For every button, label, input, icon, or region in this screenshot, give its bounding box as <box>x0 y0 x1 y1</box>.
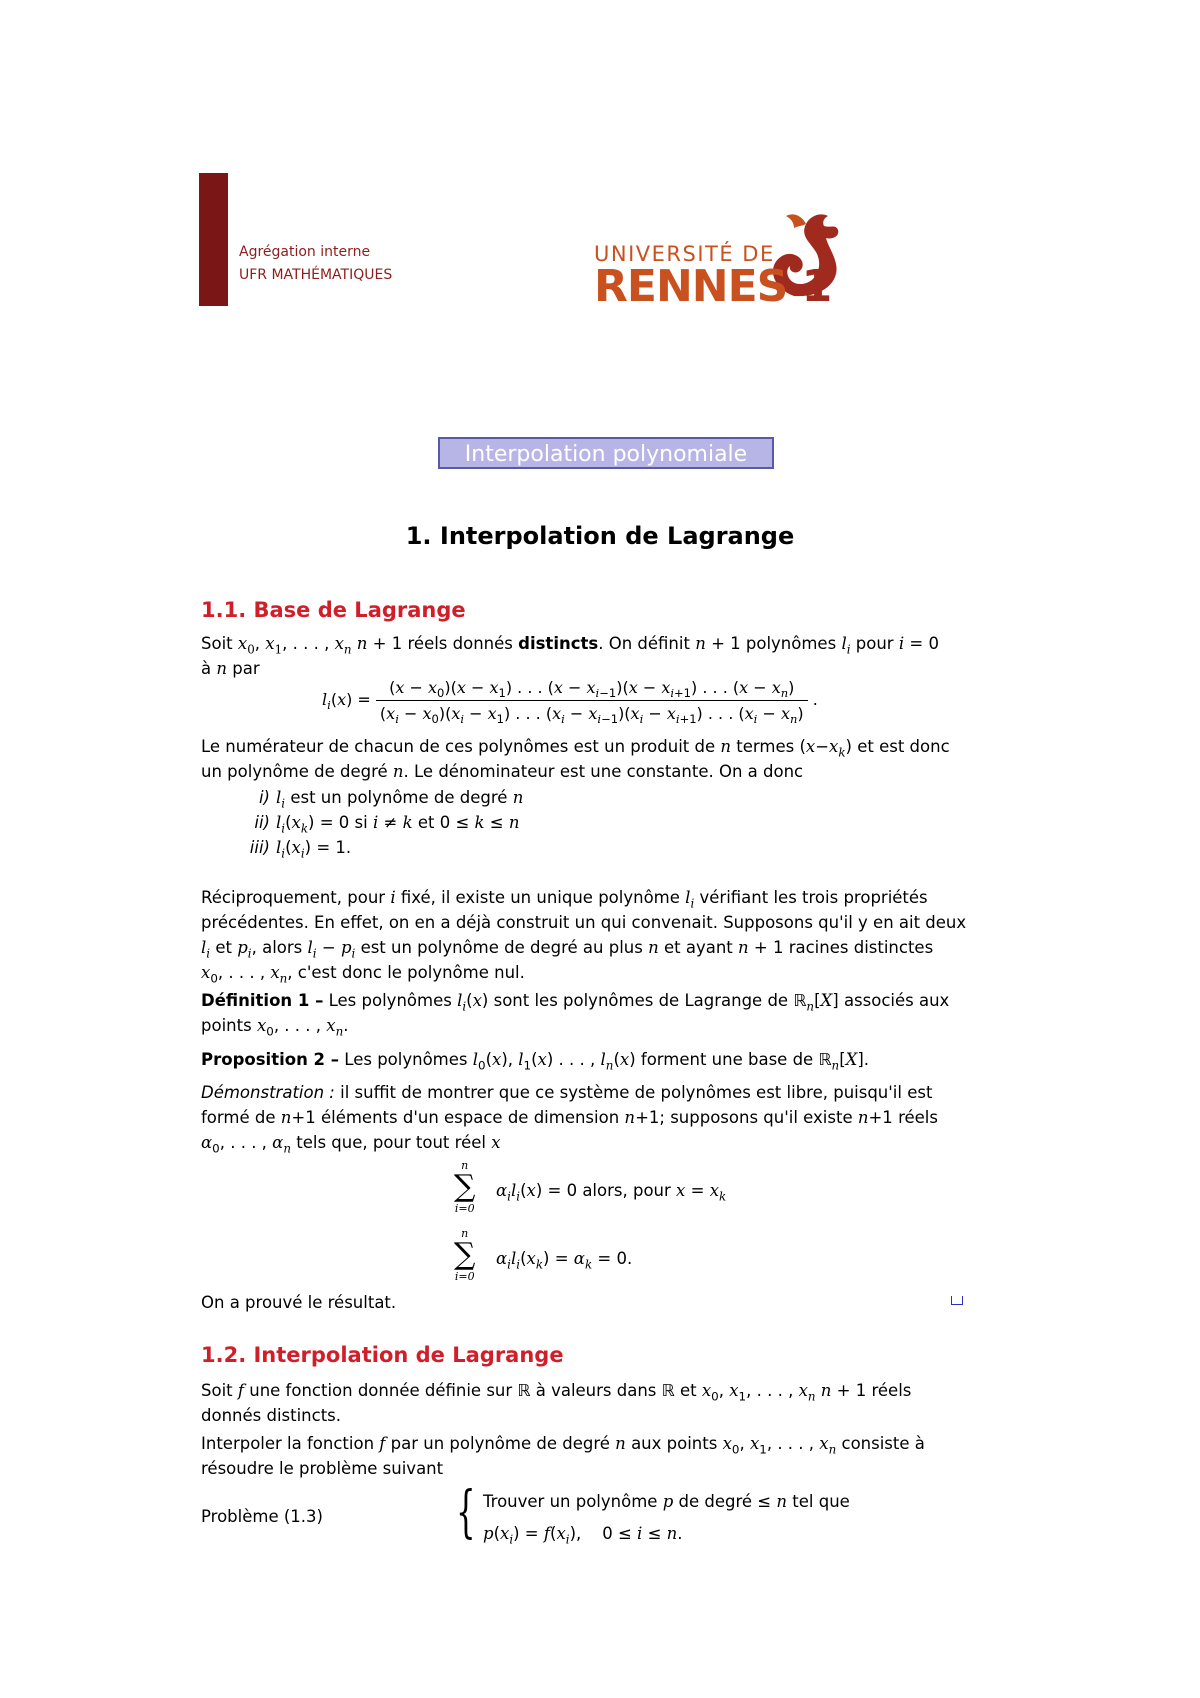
subsection-heading-base: 1.1. Base de Lagrange <box>201 598 466 622</box>
logo-text-rennes: RENNES 1 <box>594 261 832 312</box>
paragraph-deux-polynomes: $l_i$ et $p_i$, alors $l_i - p_i$ est un polynôme de degré au plus n et ayant n + 1 racines distinctes <box>201 938 934 961</box>
list-item: iii) $l_i(x_i) = 1$. <box>249 838 352 861</box>
paragraph-reciproquement: Réciproquement, pour i fixé, il existe un unique polynôme $l_i$ vérifiant les trois propriétés <box>201 888 928 911</box>
property-list <box>236 785 523 860</box>
definition-1: Définition 1 – Les polynômes $l_i(x)$ sont les polynômes de Lagrange de ℝ$_n$[X] associés aux <box>201 991 950 1014</box>
demonstration: Démonstration : il suffit de montrer que ce système de polynômes est libre, puisqu'il est <box>201 1083 933 1102</box>
document-title: Interpolation polynomiale <box>438 437 774 469</box>
paragraph-poly-deg: un polynôme de degré n. Le dénominateur est une constante. On a donc <box>201 762 804 781</box>
sum-symbol-2: n ∑ i=0 <box>454 1227 476 1283</box>
probleme-label: Problème (1.3) <box>201 1507 323 1526</box>
paragraph-fonction: Soit f une fonction donnée définie sur ℝ à valeurs dans ℝ et $x_0$, $x_1$, . . . , $x_n$ n + 1 réels <box>201 1381 912 1404</box>
paragraph-resoudre: résoudre le problème suivant <box>201 1459 444 1478</box>
paragraph-distincts: donnés distincts. <box>201 1406 342 1425</box>
equation-sum-1: $\alpha_il_i(x) = 0$ alors, pour $x = x_k$ <box>496 1181 727 1204</box>
university-logo <box>594 206 844 310</box>
lagrange-formula: $l_i(x)$ = $(x - x_0)(x - x_1)$ . . . $(x - x_{i-1})(x - x_{i+1})$ . . . $(x - x_n)$ $(x_i - x_0)(x_i - x_1)$ . . . $(x_i - x_{i-1})(x_i - x_{i+1})$ . . . $(x_i - x_n)$ . <box>322 678 818 727</box>
header-accent-bar <box>199 173 228 306</box>
proposition-2: Proposition 2 – Les polynômes $l_0(x)$, $l_1(x)$ . . . , $l_n(x)$ forment une base de ℝ$_n$[X]. <box>201 1050 870 1073</box>
definition-1-cont: points $x_0$, . . . , $x_n$. <box>201 1016 349 1039</box>
sum-symbol-1: n ∑ i=0 <box>454 1159 476 1215</box>
header-course: Agrégation interne <box>239 244 371 260</box>
paragraph-precedentes: précédentes. En effet, on en a déjà construit un qui convenait. Supposons qu'il y en ait deux <box>201 913 967 932</box>
paragraph-a-n-par: à n par <box>201 659 260 678</box>
qed-icon <box>951 1296 963 1305</box>
list-item: i) $l_i$ est un polynôme de degré n <box>258 788 524 811</box>
list-item: ii) $l_i(x_k) = 0$ si i ≠ k et 0 ≤ k ≤ n <box>254 813 520 836</box>
header-department: UFR MATHÉMATIQUES <box>239 267 393 283</box>
subsection-heading-interpolation: 1.2. Interpolation de Lagrange <box>201 1343 564 1367</box>
logo-text-universite: UNIVERSITÉ DE <box>594 242 775 266</box>
paragraph-interpoler: Interpoler la fonction f par un polynôme de degré n aux points $x_0$, $x_1$, . . . , $x_n$ consiste à <box>201 1434 925 1457</box>
demonstration-line3: $\alpha_0$, . . . , $\alpha_n$ tels que, pour tout réel x <box>201 1133 501 1156</box>
paragraph-numerateur: Le numérateur de chacun de ces polynômes est un produit de n termes $(x-x_k)$ et est donc <box>201 737 950 760</box>
probleme-line1: Trouver un polynôme p de degré ≤ n tel que <box>483 1492 850 1511</box>
brace-icon: { <box>456 1480 476 1545</box>
paragraph-poly-nul: $x_0$, . . . , $x_n$, c'est donc le polynôme nul. <box>201 963 525 986</box>
equation-sum-2: $\alpha_il_i(x_k) = \alpha_k = 0$. <box>496 1249 633 1272</box>
paragraph-soit: Soit $x_0$, $x_1$, . . . , $x_n$ n + 1 réels donnés distincts. On définit n + 1 polynômes $l_i$ pour i = 0 <box>201 634 939 657</box>
probleme-line2: $p(x_i) = f(x_i)$, 0 ≤ i ≤ n. <box>483 1524 683 1547</box>
paragraph-prouve: On a prouvé le résultat. <box>201 1293 397 1312</box>
section-heading: 1. Interpolation de Lagrange <box>405 522 795 550</box>
demonstration-line2: formé de n+1 éléments d'un espace de dimension n+1; supposons qu'il existe n+1 réels <box>201 1108 938 1127</box>
